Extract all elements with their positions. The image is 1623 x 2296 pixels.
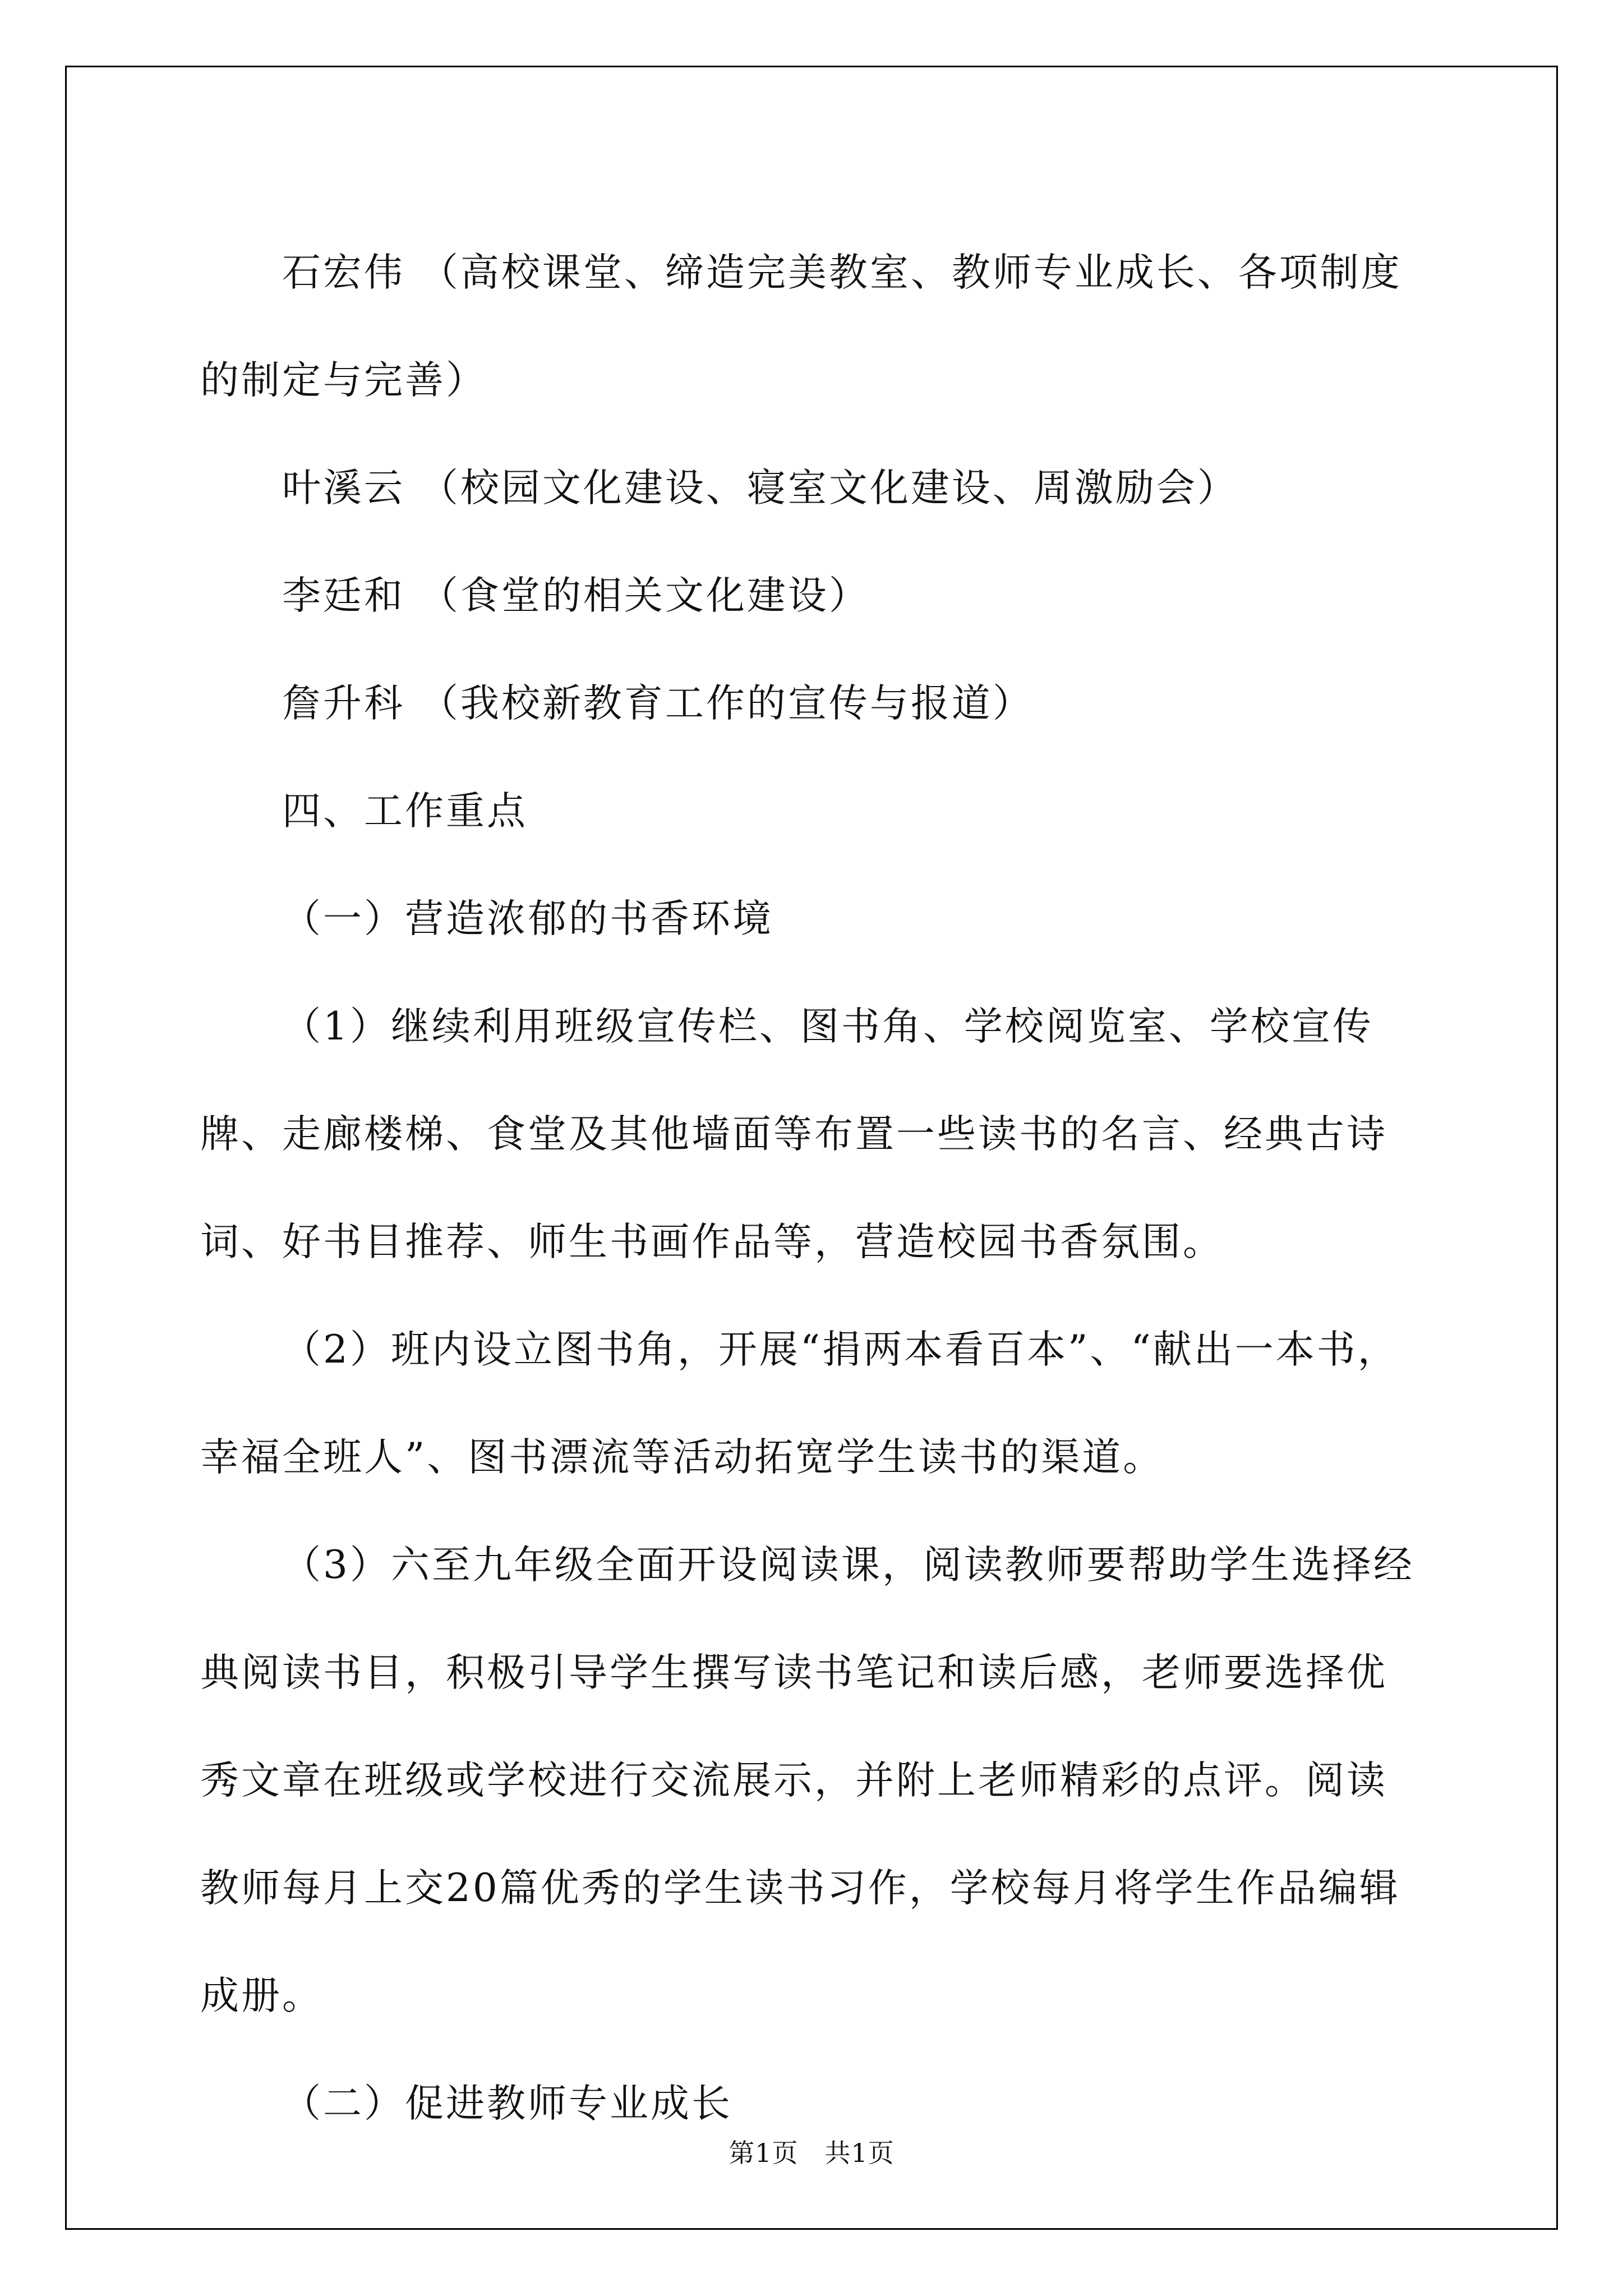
paragraph: 叶溪云 （校园文化建设、寝室文化建设、周激励会） (282, 466, 1238, 510)
subsection-heading: （二）促进教师专业成长 (282, 2081, 732, 2126)
paragraph: （1）继续利用班级宣传栏、图书角、学校阅览室、学校宣传牌、走廊楼梯、食堂及其他墙面等布置一些读书的名言、经典古诗词、好书目推荐、师生书画作品等，营造校园书香氛围。 (200, 1004, 1387, 1264)
document-body (200, 219, 1423, 2157)
paragraph: 李廷和 （食堂的相关文化建设） (282, 573, 870, 618)
paragraph: （2）班内设立图书角，开展“捐两本看百本”、“献出一本书，幸福全班人”、图书漂流等活动拓宽学生读书的渠道。 (200, 1327, 1399, 1480)
section-heading: 四、工作重点 (282, 789, 528, 834)
paragraph: 詹升科 （我校新教育工作的宣传与报道） (282, 681, 1034, 726)
paragraph: 石宏伟 （高校课堂、缔造完美教室、教师专业成长、各项制度的制定与完善） (200, 250, 1402, 403)
page-footer: 第1页 共1页 (728, 2138, 895, 2168)
paragraph: （3）六至九年级全面开设阅读课，阅读教师要帮助学生选择经典阅读书目，积极引导学生撰写读书笔记和读后感，老师要选择优秀文章在班级或学校进行交流展示，并附上老师精彩的点评。阅读教师每月上交20篇优秀的学生读书习作，学校每月将学生作品编辑成册。 (200, 1543, 1414, 2018)
subsection-heading: （一）营造浓郁的书香环境 (282, 896, 773, 941)
